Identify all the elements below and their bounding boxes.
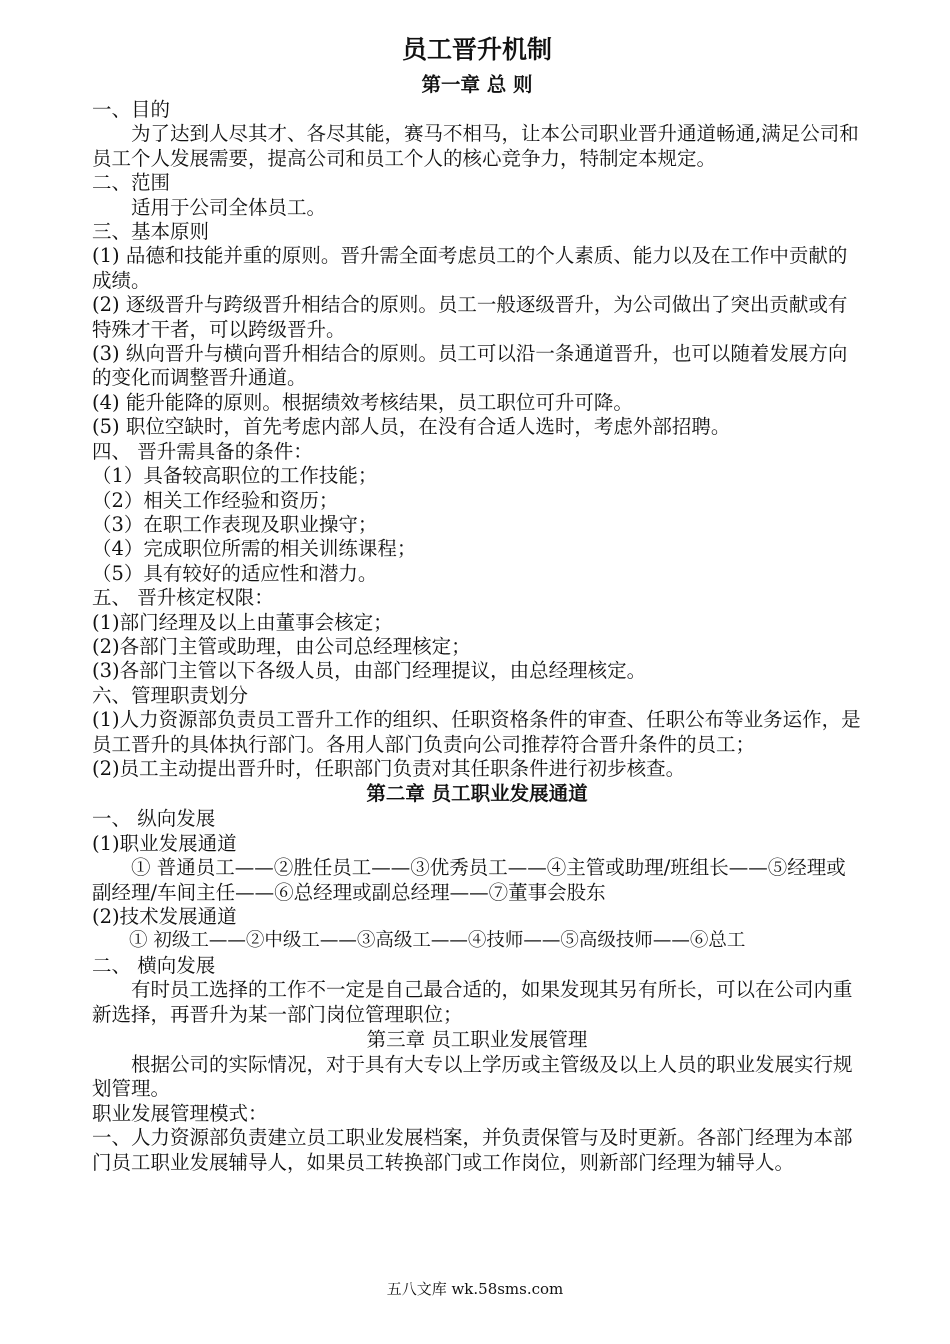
authority-item: (3)各部门主管以下各级人员，由部门经理提议，由总经理核定。	[92, 659, 647, 683]
chapter-3-intro: 根据公司的实际情况，对于具有大专以上学历或主管级及以上人员的职业发展实行规划管理。	[92, 1053, 853, 1101]
career-path-title: (1)职业发展通道	[92, 831, 237, 855]
authority-item: (2)各部门主管或助理，由公司总经理核定；	[92, 634, 471, 658]
section-authority-title: 五、 晋升核定权限：	[92, 586, 274, 610]
horizontal-development-body: 有时员工选择的工作不一定是自己最合适的，如果发现其另有所长，可以在公司内重新选择，再晋升为某一部门岗位管理职位；	[92, 978, 853, 1026]
duty-item: (2)员工主动提出晋升时，任职部门负责对其任职条件进行初步核查。	[92, 756, 686, 780]
technical-path-title: (2)技术发展通道	[92, 905, 237, 928]
vertical-development-title: 一、 纵向发展	[92, 807, 216, 831]
authority-item: (1)部门经理及以上由董事会核定；	[92, 610, 393, 634]
technical-path-body: ① 初级工——②中级工——③高级工——④技师——⑤高级技师——⑥总工	[129, 930, 746, 952]
document-title: 员工晋升机制	[401, 35, 552, 64]
duty-item: (1)人力资源部负责员工晋升工作的组织、任职资格条件的审查、任职公布等业务运作，是员工晋升的具体执行部门。各用人部门负责向公司推荐符合晋升条件的员工；	[92, 708, 861, 756]
career-path-body: ① 普通员工——②胜任员工——③优秀员工——④主管或助理/班组长——⑤经理或副经理/车间主任——⑥总经理或副总经理——⑦董事会股东	[92, 856, 846, 904]
principle-item: (4) 能升能降的原则。根据绩效考核结果，员工职位可升可降。	[92, 390, 633, 414]
principle-item: (2) 逐级晋升与跨级晋升相结合的原则。员工一般逐级晋升，为公司做出了突出贡献或有特殊才干者，可以跨级晋升。	[92, 293, 848, 341]
principle-item: (3) 纵向晋升与横向晋升相结合的原则。员工可以沿一条通道晋升，也可以随着发展方向的变化而调整晋升通道。	[92, 342, 848, 390]
principle-item: (1) 品德和技能并重的原则。晋升需全面考虑员工的个人素质、能力以及在工作中贡献的成绩。	[92, 244, 848, 292]
condition-item: （1）具备较高职位的工作技能；	[92, 464, 378, 488]
chapter-2-heading: 第二章 员工职业发展通道	[366, 782, 588, 806]
section-duties-title: 六、管理职责划分	[92, 683, 249, 707]
document-page	[92, 30, 862, 1175]
section-purpose-title: 一、目的	[92, 98, 171, 121]
condition-item: （5）具有较好的适应性和潜力。	[92, 561, 378, 585]
section-scope-title: 二、范围	[92, 171, 171, 195]
management-mode-title: 职业发展管理模式：	[92, 1101, 268, 1125]
condition-item: （3）在职工作表现及职业操守；	[92, 512, 378, 536]
footer-watermark: 五八文库 wk.58sms.com	[386, 1280, 564, 1298]
principle-item: (5) 职位空缺时，首先考虑内部人员，在没有合适人选时，考虑外部招聘。	[92, 415, 731, 439]
condition-item: （2）相关工作经验和资历；	[92, 488, 339, 512]
section-principles-title: 三、基本原则	[92, 220, 210, 244]
section-scope-body: 适用于公司全体员工。	[131, 195, 327, 219]
section-conditions-title: 四、 晋升需具备的条件：	[92, 439, 313, 463]
management-item: 一、人力资源部负责建立员工职业发展档案，并负责保管与及时更新。各部门经理为本部门员工职业发展辅导人，如果员工转换部门或工作岗位，则新部门经理为辅导人。	[92, 1126, 853, 1174]
section-purpose-body: 为了达到人尽其才、各尽其能，赛马不相马，让本公司职业晋升通道畅通,满足公司和员工个人发展需要，提高公司和员工个人的核心竞争力，特制定本规定。	[92, 122, 859, 170]
chapter-3-heading: 第三章 员工职业发展管理	[366, 1028, 588, 1052]
chapter-1-heading: 第一章 总 则	[421, 73, 533, 96]
condition-item: （4）完成职位所需的相关训练课程；	[92, 537, 417, 561]
horizontal-development-title: 二、 横向发展	[92, 953, 216, 977]
